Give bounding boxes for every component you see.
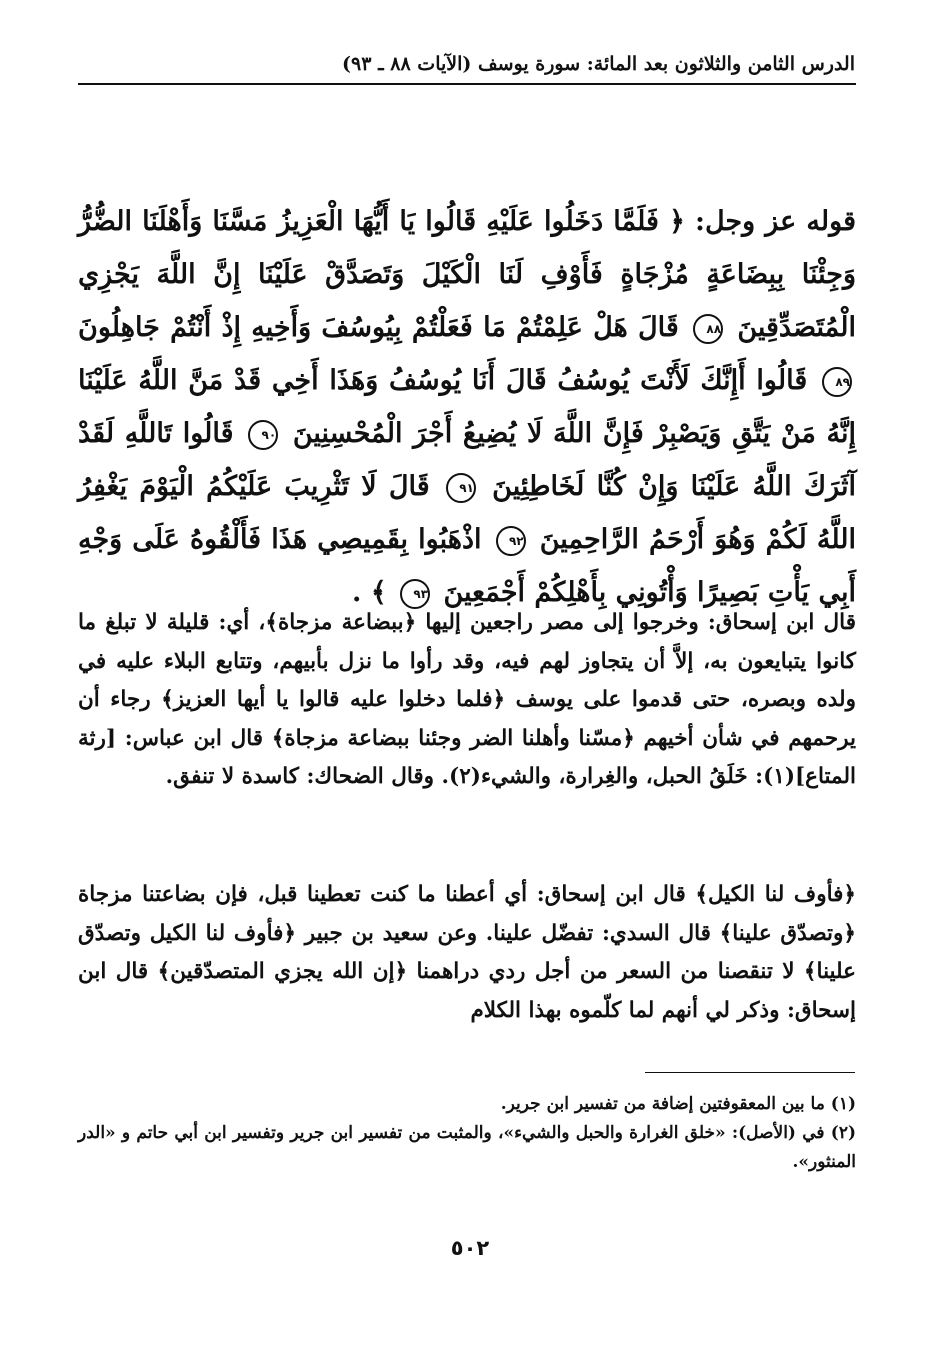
ayah-number-marker: ٩١ [446, 473, 476, 503]
footnote-1: (١) ما بين المعقوفتين إضافة من تفسير ابن جرير. [500, 1094, 856, 1114]
verse-text: قَالَ لَا تَثْرِيبَ عَلَيْكُمُ الْيَوْمَ يَغْفِرُ اللَّهُ لَكُمْ وَهُوَ أَرْحَمُ الرَّاحِمِينَ [78, 471, 856, 555]
open-bracket: ﴿ [669, 206, 685, 237]
verse-text: قَالُوا أَإِنَّكَ لَأَنْتَ يُوسُفُ قَالَ أَنَا يُوسُفُ وَهَذَا أَخِي قَدْ مَنَّ اللَّهُ عَلَيْنَا إِنَّهُ مَنْ يَتَّقِ وَيَصْبِرْ فَإِنَّ اللَّهَ لَا يُضِيعُ أَجْرَ الْمُحْسِنِينَ [78, 365, 856, 449]
ayah-number-marker: ٨٩ [822, 367, 852, 397]
verse-text: فَلَمَّا دَخَلُوا عَلَيْهِ قَالُوا يَا أَيُّهَا الْعَزِيزُ مَسَّنَا وَأَهْلَنَا الضُّرُّ وَجِئْنَا بِبِضَاعَةٍ مُزْجَاةٍ فَأَوْفِ لَنَا الْكَيْلَ وَتَصَدَّقْ عَلَيْنَا إِنَّ اللَّهَ يَجْزِي الْمُتَصَدِّقِينَ [78, 206, 856, 343]
ayah-number-marker: ٩٠ [248, 420, 278, 450]
verse-text: اذْهَبُوا بِقَمِيصِي هَذَا فَأَلْقُوهُ عَلَى وَجْهِ أَبِي يَأْتِ بَصِيرًا وَأْتُونِي بِأَهْلِكُمْ أَجْمَعِينَ [78, 524, 856, 608]
ayah-number-marker: ٨٨ [693, 314, 723, 344]
verse-end-mark: . [352, 577, 362, 608]
verse-text: قَالَ هَلْ عَلِمْتُمْ مَا فَعَلْتُمْ بِيُوسُفَ وَأَخِيهِ إِذْ أَنْتُمْ جَاهِلُونَ [78, 312, 679, 343]
close-bracket: ﴾ [370, 577, 387, 608]
quran-intro: قوله عز وجل: [695, 206, 856, 237]
ayah-number-marker: ٩٢ [496, 526, 526, 556]
footnote-2: (٢) في (الأصل): «خلق الغرارة والحبل والشيء»، والمثبت من تفسير ابن جرير وتفسير ابن أبي حاتم و «الدر المنثور». [78, 1123, 856, 1172]
commentary-paragraph-2: ﴿فأوف لنا الكيل﴾ قال ابن إسحاق: أي أعطنا ما كنت تعطينا قبل، فإن بضاعتنا مزجاة ﴿وتصدّق علينا﴾ قال السدي: تفضّل علينا. وعن سعيد بن جبير ﴿فأوف لنا الكيل وتصدّق علينا﴾ لا تنقصنا من السعر من أجل ردي دراهمنا ﴿إن الله يجزي المتصدّقين﴾ قال ابن إسحاق: وذكر لي أنهم لما كلّموه بهذا الكلام [78, 882, 856, 1023]
footnote-divider [645, 1072, 855, 1073]
verse-text: قَالُوا تَاللَّهِ لَقَدْ آثَرَكَ اللَّهُ عَلَيْنَا وَإِنْ كُنَّا لَخَاطِئِينَ [78, 418, 857, 502]
ayah-number-marker: ٩٣ [400, 579, 430, 609]
running-header: الدرس الثامن والثلاثون بعد المائة: سورة يوسف (الآيات ٨٨ ـ ٩٣) [342, 53, 855, 75]
commentary-paragraph-1: قال ابن إسحاق: وخرجوا إلى مصر راجعين إليها ﴿ببضاعة مزجاة﴾، أي: قليلة لا تبلغ ما كانوا يتبايعون به، إلاَّ أن يتجاوز لهم فيه، وقد رأوا ما نزل بأبيهم، وتتابع البلاء عليه في ولده وبصره، حتى قدموا على يوسف ﴿فلما دخلوا عليه قالوا يا أيها العزيز﴾ رجاء أن يرحمهم في شأن أخيهم ﴿مسّنا وأهلنا الضر وجئنا ببضاعة مزجاة﴾ قال ابن عباس: [رثة المتاع](١): خَلَقُ الحبل، والغِرارة، والشيء(٢). وقال الضحاك: كاسدة لا تنفق. [78, 610, 856, 789]
page-number: ٥٠٢ [450, 1236, 490, 1260]
quran-passage [78, 195, 856, 619]
header-divider [78, 83, 856, 85]
footnotes [78, 1090, 856, 1177]
